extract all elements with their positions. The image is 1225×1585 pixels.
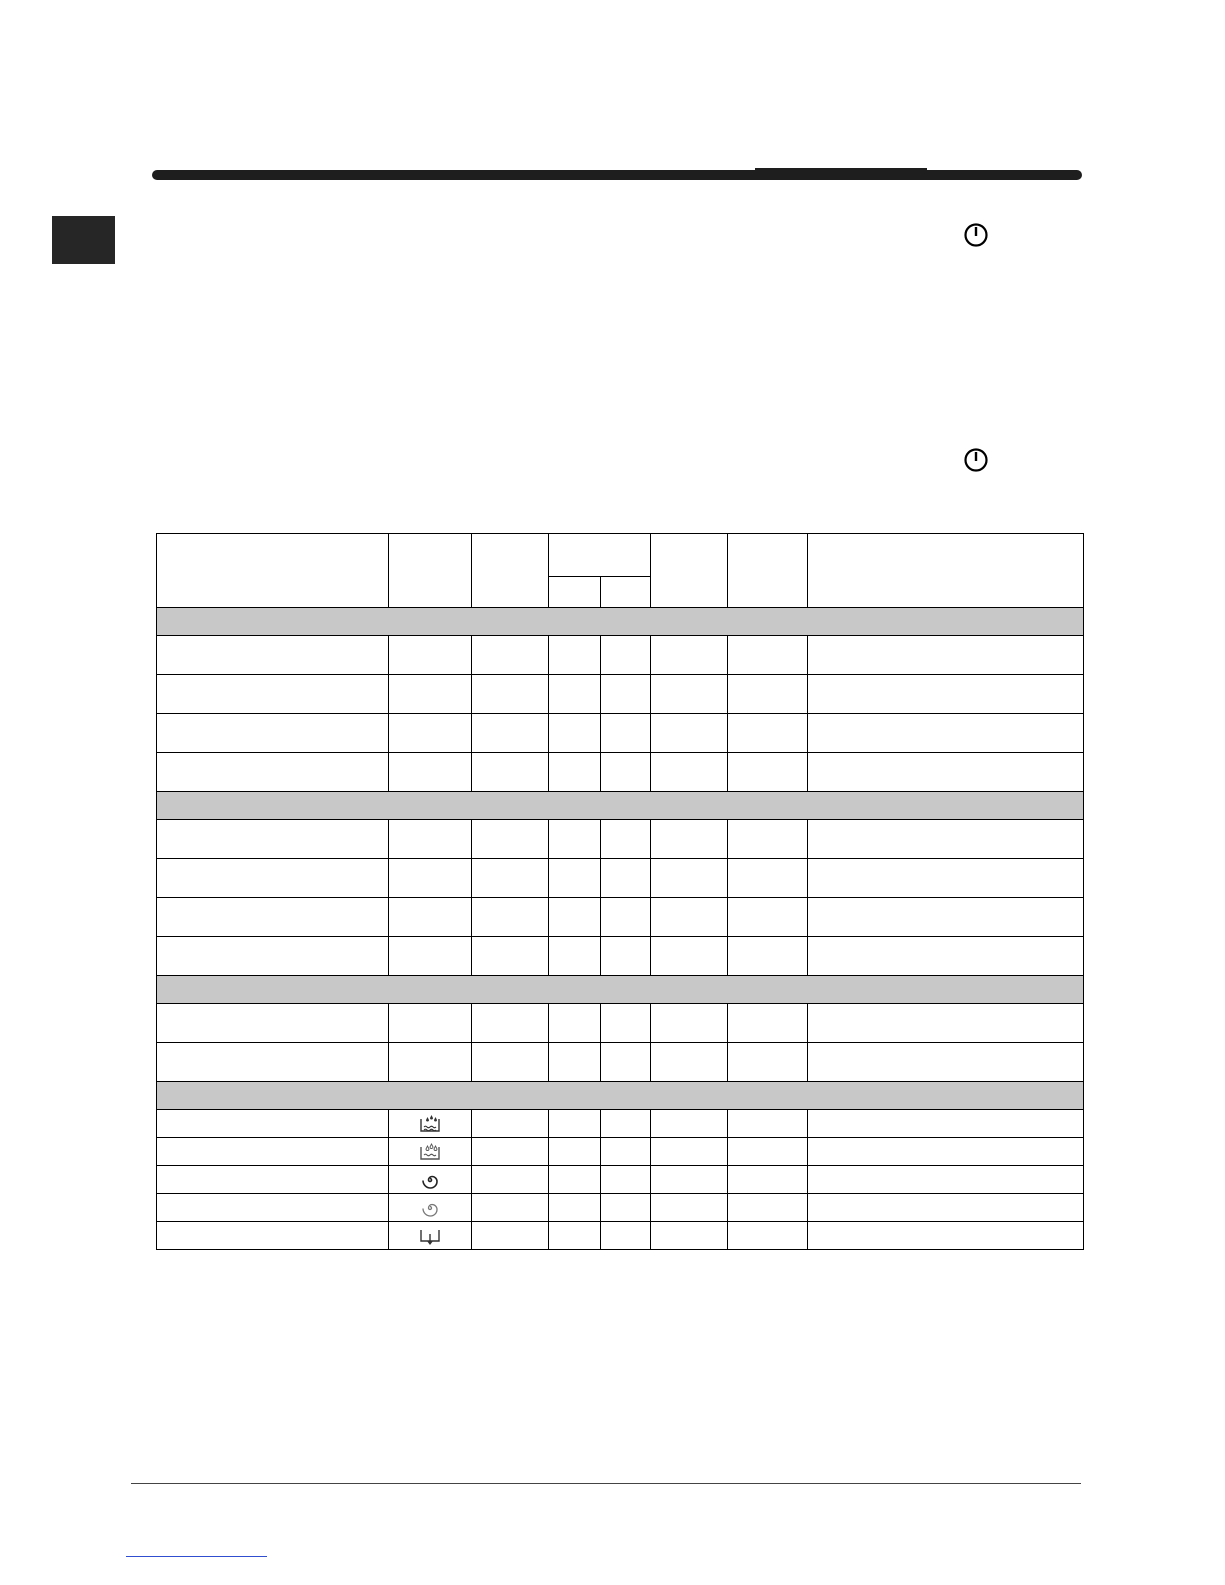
table-cell [472,753,549,792]
header-cell [651,534,728,608]
table-cell [157,898,389,937]
section-header-cell [157,792,1084,820]
table-cell [651,1004,728,1043]
table-cell [808,636,1084,675]
softener-rinse-icon [389,1138,472,1166]
table-cell [549,675,601,714]
table-cell [651,1138,728,1166]
table-row [157,898,1084,937]
table-row [157,859,1084,898]
table-row [157,1004,1084,1043]
table-cell [601,1138,651,1166]
table-cell [389,675,472,714]
table-cell [157,1138,389,1166]
table-row [157,1166,1084,1194]
header-cell [549,534,651,577]
table-cell [808,1222,1084,1250]
rinse-icon [389,1110,472,1138]
table-cell [472,898,549,937]
programme-table [156,533,1084,1250]
table-cell [728,1138,808,1166]
table-cell [651,636,728,675]
table-cell [472,714,549,753]
table-cell [601,859,651,898]
table-cell [389,636,472,675]
table-cell [157,1110,389,1138]
table-row [157,937,1084,976]
table-cell [728,1043,808,1082]
table-cell [651,859,728,898]
table-cell [549,1043,601,1082]
header-cell [157,534,389,608]
table-cell [728,1166,808,1194]
table-row [157,820,1084,859]
table-cell [157,714,389,753]
table-cell [808,859,1084,898]
table-cell [808,937,1084,976]
table-cell [157,859,389,898]
header-cell [808,534,1084,608]
table-cell [601,1043,651,1082]
table-cell [651,1222,728,1250]
table-cell [728,753,808,792]
table-cell [549,636,601,675]
table-cell [472,1043,549,1082]
table-cell [651,898,728,937]
section-header-row [157,1082,1084,1110]
table-cell [472,1166,549,1194]
table-cell [549,859,601,898]
table-cell [472,937,549,976]
table-cell [549,1110,601,1138]
table-cell [808,1043,1084,1082]
table-cell [601,1222,651,1250]
table-cell [157,1194,389,1222]
table-cell [728,937,808,976]
table-cell [651,937,728,976]
delicate-spin-icon [389,1194,472,1222]
table-cell [157,820,389,859]
section-header-cell [157,608,1084,636]
table-cell [549,937,601,976]
table-cell [728,859,808,898]
table-cell [472,675,549,714]
language-tab [52,216,115,264]
table-cell [808,1138,1084,1166]
header-subcell [601,577,651,608]
table-cell [601,1194,651,1222]
table-row [157,1138,1084,1166]
table-cell [157,753,389,792]
table-cell [549,1194,601,1222]
header-subcell [549,577,601,608]
table-cell [651,714,728,753]
table-cell [157,937,389,976]
table-cell [808,714,1084,753]
table-cell [808,1166,1084,1194]
table-row [157,1043,1084,1082]
table-cell [157,1004,389,1043]
table-cell [601,675,651,714]
table-row [157,714,1084,753]
table-cell [549,1166,601,1194]
table-row [157,753,1084,792]
table-cell [472,1110,549,1138]
table-cell [808,898,1084,937]
footer-rule [131,1483,1081,1484]
table-row [157,675,1084,714]
table-cell [157,636,389,675]
table-cell [472,1004,549,1043]
table-cell [651,1043,728,1082]
table-cell [601,1166,651,1194]
table-cell [728,1110,808,1138]
table-cell [728,820,808,859]
table-cell [601,1110,651,1138]
section-header-row [157,976,1084,1004]
table-cell [601,937,651,976]
table-cell [389,1043,472,1082]
table-cell [157,1166,389,1194]
table-cell [549,1138,601,1166]
table-cell [728,675,808,714]
table-cell [728,714,808,753]
table-cell [601,753,651,792]
table-cell [472,820,549,859]
table-cell [549,1004,601,1043]
table-cell [601,820,651,859]
table-row [157,1194,1084,1222]
table-cell [808,1110,1084,1138]
table-cell [728,1004,808,1043]
section-header-cell [157,1082,1084,1110]
header-cell [728,534,808,608]
table-cell [472,859,549,898]
table-cell [549,753,601,792]
table-cell [728,898,808,937]
table-cell [549,1222,601,1250]
table-cell [808,753,1084,792]
table-cell [389,898,472,937]
table-row [157,1222,1084,1250]
table-cell [472,1194,549,1222]
table-cell [728,1194,808,1222]
table-cell [389,820,472,859]
section-header-row [157,608,1084,636]
table-cell [389,859,472,898]
header-rule-tab [755,168,927,171]
table-cell [808,1004,1084,1043]
table-cell [808,820,1084,859]
section-header-cell [157,976,1084,1004]
table-cell [157,1222,389,1250]
table-cell [549,714,601,753]
table-cell [157,675,389,714]
table-cell [389,1004,472,1043]
table-cell [651,1166,728,1194]
table-cell [472,636,549,675]
table-cell [157,1043,389,1082]
table-cell [601,636,651,675]
table-row [157,1110,1084,1138]
header-cell [472,534,549,608]
section-header-row [157,792,1084,820]
table-cell [808,1194,1084,1222]
table-row [157,636,1084,675]
footer-link-underline [126,1556,267,1557]
header-cell [389,534,472,608]
table-cell [472,1138,549,1166]
header-rule [152,170,1082,180]
power-icon [962,446,990,474]
table-cell [651,820,728,859]
table-cell [651,1194,728,1222]
table-cell [389,937,472,976]
table-cell [601,1004,651,1043]
table-cell [808,675,1084,714]
table-cell [728,636,808,675]
table-cell [651,675,728,714]
table-cell [601,898,651,937]
table-cell [601,714,651,753]
table-cell [472,1222,549,1250]
table-cell [389,714,472,753]
spin-icon [389,1166,472,1194]
power-icon [962,221,990,249]
table-cell [651,753,728,792]
drain-icon [389,1222,472,1250]
table-cell [651,1110,728,1138]
table-body [157,608,1084,1250]
table-cell [728,1222,808,1250]
table-cell [549,820,601,859]
table-cell [389,753,472,792]
table-cell [549,898,601,937]
